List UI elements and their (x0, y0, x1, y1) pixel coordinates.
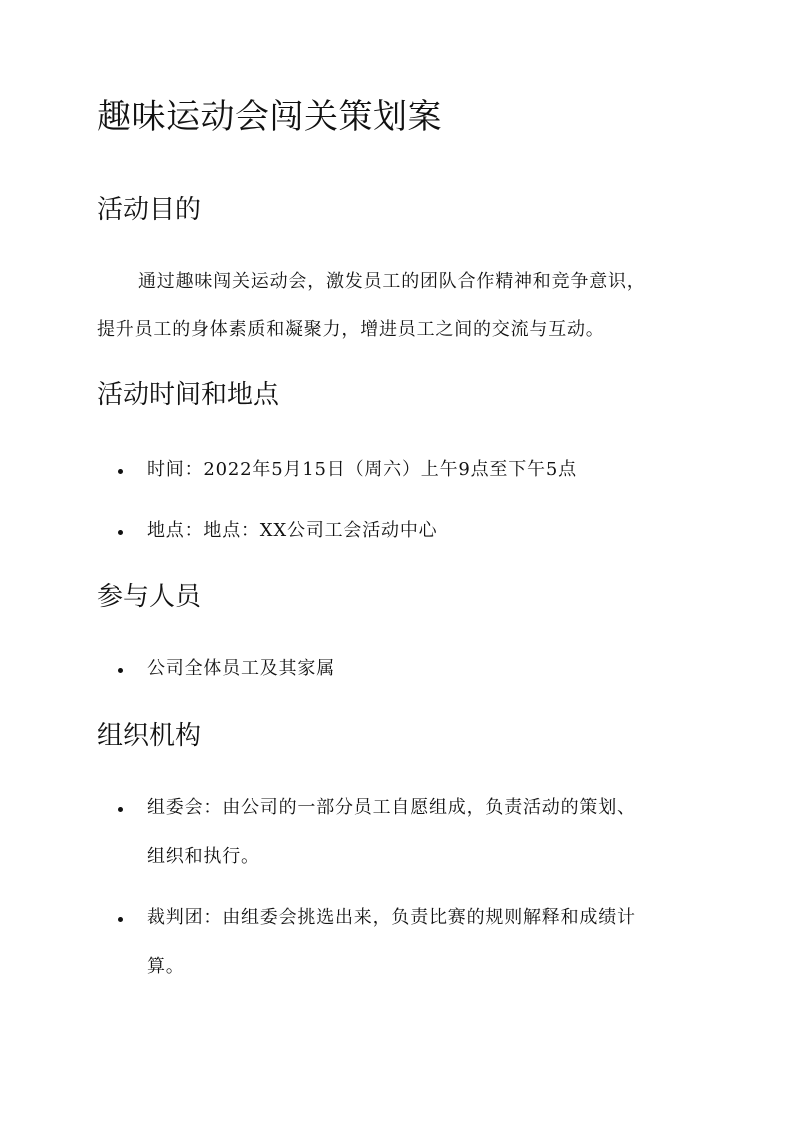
section-heading-organization: 组织机构 (97, 721, 202, 751)
document-title: 趣味运动会闯关策划案 (97, 97, 442, 137)
bullet-marker (118, 917, 123, 922)
purpose-paragraph-line-1: 通过趣味闯关运动会，激发员工的团队合作精神和竞争意识， (138, 271, 646, 292)
bullet-marker (118, 807, 123, 812)
section-heading-purpose: 活动目的 (97, 195, 202, 225)
bullet-marker (118, 530, 123, 535)
time-list-item: 时间：2022年5月15日（周六）上午9点至下午5点 (147, 459, 577, 480)
location-list-item: 地点：地点：XX公司工会活动中心 (147, 520, 438, 541)
participants-list-item: 公司全体员工及其家属 (147, 658, 335, 679)
bullet-marker (118, 469, 123, 474)
bullet-marker (118, 668, 123, 673)
committee-list-item-line-1: 组委会：由公司的一部分员工自愿组成，负责活动的策划、 (147, 797, 636, 818)
referee-list-item-line-1: 裁判团：由组委会挑选出来，负责比赛的规则解释和成绩计 (147, 907, 636, 928)
referee-list-item-line-2: 算。 (147, 956, 185, 977)
section-heading-participants: 参与人员 (97, 582, 202, 612)
committee-list-item-line-2: 组织和执行。 (147, 846, 260, 867)
purpose-paragraph-line-2: 提升员工的身体素质和凝聚力，增进员工之间的交流与互动。 (97, 319, 605, 340)
section-heading-time-location: 活动时间和地点 (97, 380, 280, 410)
